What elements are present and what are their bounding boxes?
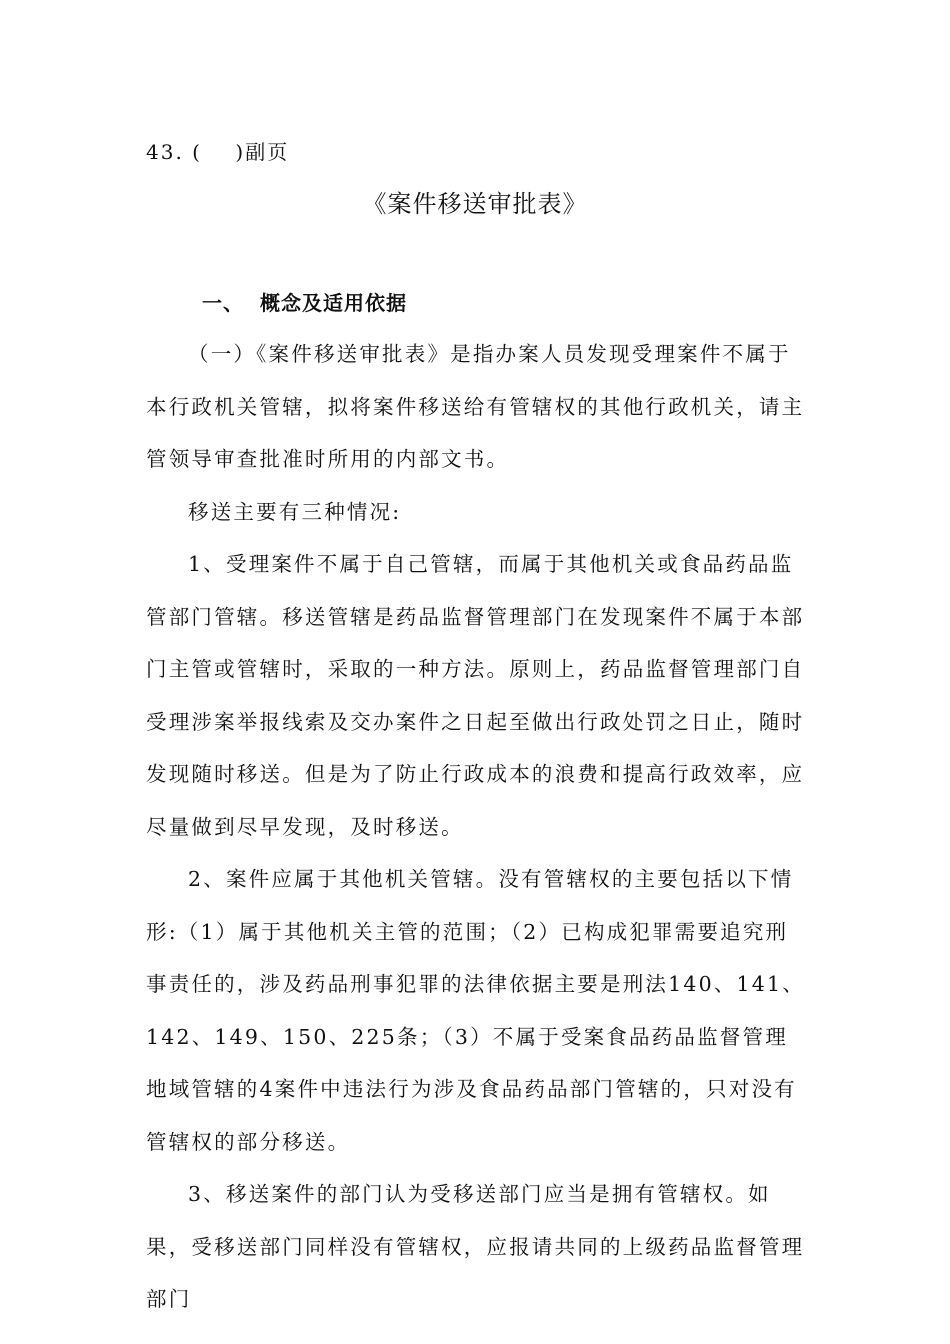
header-number: 43.: [146, 140, 184, 164]
paragraph: （一）《案件移送审批表》是指办案人员发现受理案件不属于本行政机关管辖，拟将案件移送给有管辖权的其他行政机关，请主管领导审查批准时所用的内部文书。: [146, 342, 805, 471]
section-heading-text: 概念及适用依据: [260, 291, 407, 315]
paragraph: 2、案件应属于其他机关管辖。没有管辖权的主要包括以下情形:（1）属于其他机关主管的范围；（2）已构成犯罪需要追究刑事责任的，涉及药品刑事犯罪的法律依据主要是刑法140、141、142、149、150、225条；（3）不属于受案食品药品监督管理地域管辖的4案件中违法行为涉及食品药品部门管辖的，只对没有管辖权的部分移送。: [146, 867, 805, 1154]
page-header: [146, 136, 289, 165]
paragraph: 移送主要有三种情况:: [188, 499, 402, 524]
section-number: 一、: [202, 291, 244, 315]
section-heading: [202, 287, 407, 316]
paragraph: 1、受理案件不属于自己管辖，而属于其他机关或食品药品监管部门管辖。移送管辖是药品监督管理部门在发现案件不属于本部门主管或管辖时，采取的一种方法。原则上，药品监督管理部门自受理涉案举报线索及交办案件之日起至做出行政处罚之日止，随时发现随时移送。但是为了防止行政成本的浪费和提高行政效率，应尽量做到尽早发现，及时移送。: [146, 552, 805, 839]
body-text: [146, 328, 806, 1326]
header-label: 副页: [245, 140, 290, 164]
header-paren: ( ): [192, 140, 246, 164]
document-title: 《案件移送审批表》: [362, 190, 588, 218]
paragraph: 3、移送案件的部门认为受移送部门应当是拥有管辖权。如果，受移送部门同样没有管辖权，应报请共同的上级药品监督管理部门: [146, 1182, 805, 1311]
